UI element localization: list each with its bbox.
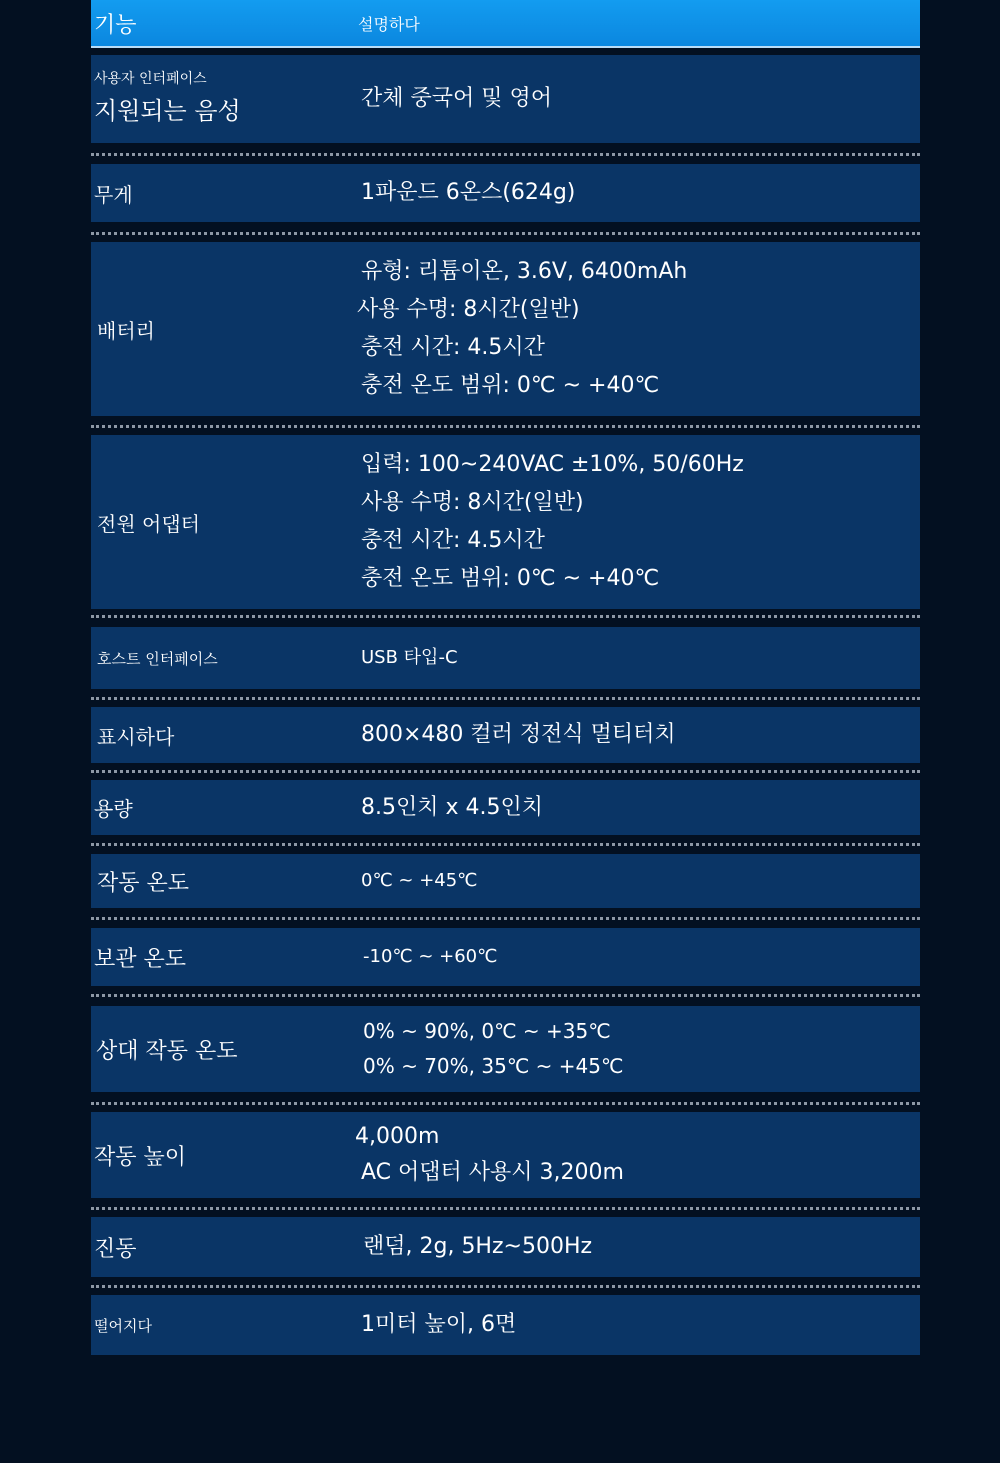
table-row xyxy=(91,627,920,689)
row-divider xyxy=(91,843,920,846)
row-divider xyxy=(91,232,920,235)
row-value-line: 1파운드 6온스(624g) xyxy=(361,180,576,205)
row-divider xyxy=(91,770,920,773)
row-divider xyxy=(91,615,920,618)
row-divider xyxy=(91,994,920,997)
row-value xyxy=(361,164,575,222)
table-row xyxy=(91,435,920,609)
row-divider xyxy=(91,917,920,920)
row-label: 용량 xyxy=(94,797,133,821)
row-value-line: 랜덤, 2g, 5Hz~500Hz xyxy=(363,1234,593,1259)
table-row xyxy=(91,55,920,143)
row-value xyxy=(361,627,458,689)
row-value-line: 충전 시간: 4.5시간 xyxy=(361,528,545,553)
row-value xyxy=(363,928,497,986)
row-value-line: 충전 온도 범위: 0℃ ~ +40℃ xyxy=(361,566,660,591)
row-label: 작동 온도 xyxy=(97,870,190,896)
row-divider xyxy=(91,697,920,700)
table-row xyxy=(91,1217,920,1277)
row-value xyxy=(361,707,676,763)
row-value-line: USB 타입-C xyxy=(361,647,458,668)
row-value-line: 사용 수명: 8시간(일반) xyxy=(361,490,584,515)
row-value-line: -10℃ ~ +60℃ xyxy=(363,946,498,967)
row-value-line: 충전 온도 범위: 0℃ ~ +40℃ xyxy=(361,373,660,398)
row-value xyxy=(355,1112,624,1198)
row-divider xyxy=(91,1285,920,1288)
row-value xyxy=(357,242,688,416)
row-value xyxy=(361,435,744,609)
row-label: 표시하다 xyxy=(97,724,175,749)
row-value xyxy=(363,1217,592,1277)
row-label-main: 지원되는 음성 xyxy=(94,97,241,125)
row-label: 무게 xyxy=(94,182,133,207)
header-description: 설명하다 xyxy=(358,14,420,34)
row-value-line: 0% ~ 90%, 0℃ ~ +35℃ xyxy=(363,1019,611,1043)
table-header xyxy=(91,0,920,48)
row-value-line: 간체 중국어 및 영어 xyxy=(361,86,552,111)
row-value-line: 유형: 리튬이온, 3.6V, 6400mAh xyxy=(361,259,688,284)
row-divider xyxy=(91,1207,920,1210)
row-value xyxy=(361,1295,516,1355)
table-row xyxy=(91,854,920,908)
row-label: 진동 xyxy=(94,1236,137,1262)
row-value-line: 0℃ ~ +45℃ xyxy=(361,870,478,891)
row-value-line: AC 어댑터 사용시 3,200m xyxy=(361,1160,624,1185)
row-value-line: 1미터 높이, 6면 xyxy=(361,1312,517,1337)
row-label xyxy=(94,55,241,143)
row-value-line: 4,000m xyxy=(355,1124,440,1149)
row-value-line: 0% ~ 70%, 35℃ ~ +45℃ xyxy=(363,1054,624,1078)
row-label: 배터리 xyxy=(97,318,155,343)
table-row xyxy=(91,1006,920,1092)
row-value xyxy=(363,1006,623,1092)
row-label: 떨어지다 xyxy=(94,1316,152,1335)
row-value-line: 8.5인치 x 4.5인치 xyxy=(361,794,543,820)
table-row xyxy=(91,928,920,986)
row-label: 호스트 인터페이스 xyxy=(97,649,218,668)
row-value-line: 충전 시간: 4.5시간 xyxy=(361,335,545,360)
table-row xyxy=(91,164,920,222)
row-label: 전원 어댑터 xyxy=(97,511,200,536)
row-value xyxy=(361,780,543,835)
table-row xyxy=(91,242,920,416)
row-value-line: 사용 수명: 8시간(일반) xyxy=(357,297,580,322)
table-row xyxy=(91,707,920,763)
row-divider xyxy=(91,153,920,156)
header-feature: 기능 xyxy=(94,12,137,38)
row-value-line: 입력: 100~240VAC ±10%, 50/60Hz xyxy=(361,452,744,477)
row-divider xyxy=(91,1102,920,1105)
row-value-line: 800×480 컬러 정전식 멀티터치 xyxy=(361,722,676,747)
table-row xyxy=(91,780,920,835)
row-label: 보관 온도 xyxy=(94,946,187,972)
table-row xyxy=(91,1295,920,1355)
row-label: 상대 작동 온도 xyxy=(96,1038,238,1064)
row-value xyxy=(361,854,477,908)
row-label-sub: 사용자 인터페이스 xyxy=(94,71,207,87)
row-value xyxy=(361,55,552,143)
table-row xyxy=(91,1112,920,1198)
row-label: 작동 높이 xyxy=(94,1144,187,1170)
row-divider xyxy=(91,425,920,428)
